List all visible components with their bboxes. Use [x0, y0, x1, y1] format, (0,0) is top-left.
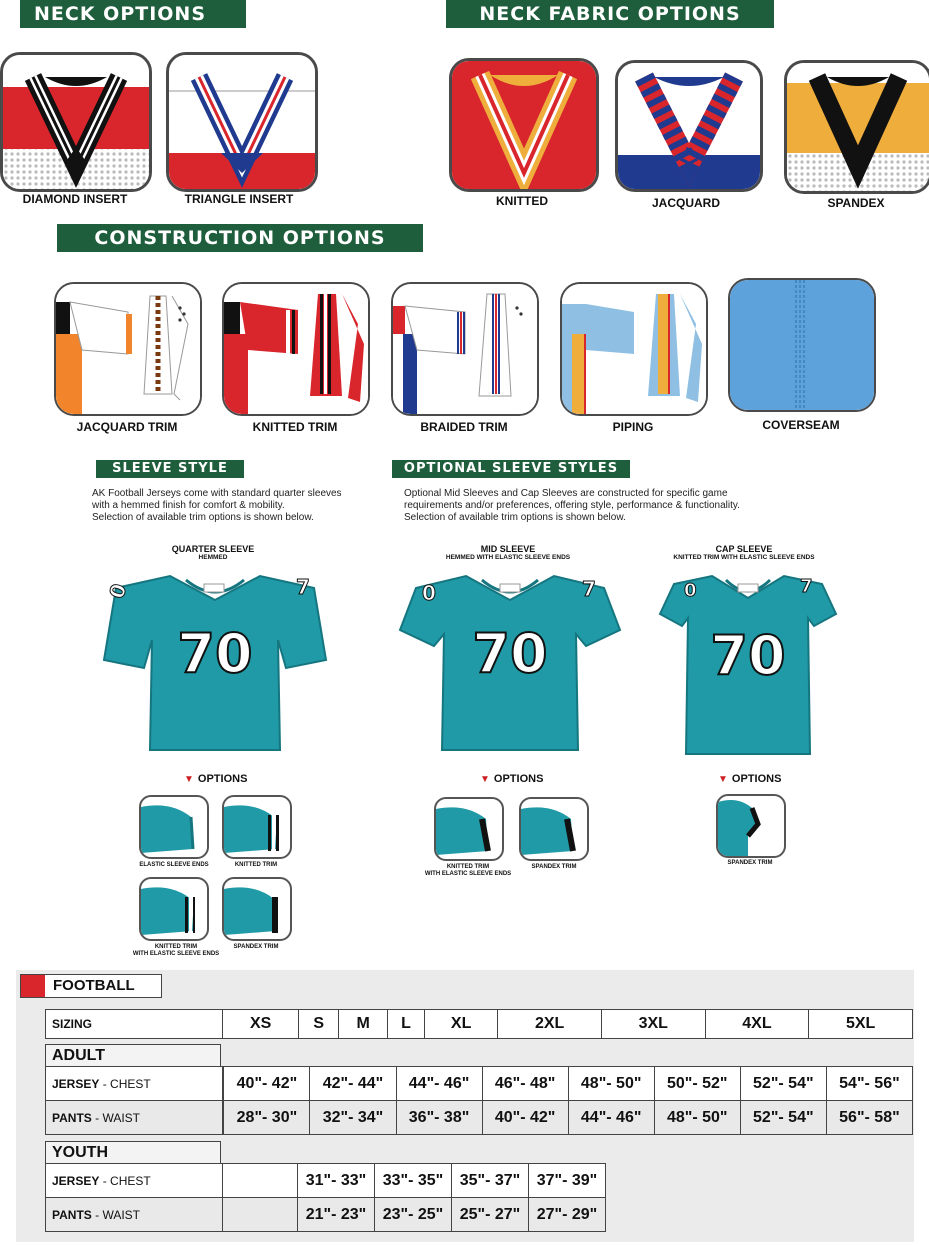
table-cell: 21"- 23"	[298, 1198, 375, 1232]
size-l: L	[388, 1010, 425, 1039]
jacquard-trim-label: JACQUARD TRIM	[76, 420, 178, 434]
quarter-options-heading: ▼ OPTIONS	[184, 773, 248, 785]
mid-options-heading: ▼ OPTIONS	[480, 773, 544, 785]
size-4xl: 4XL	[705, 1010, 809, 1039]
coverseam-swatch[interactable]	[728, 278, 876, 412]
youth-pants-waist-label: PANTS - WAIST	[46, 1198, 223, 1232]
table-row	[46, 1164, 606, 1198]
size-s: S	[299, 1010, 339, 1039]
triangle-down-icon: ▼	[184, 774, 194, 785]
neck-fabric-options-header: NECK FABRIC OPTIONS	[446, 0, 774, 28]
option-knitted-trim-elastic[interactable]	[139, 877, 209, 941]
option-knitted-trim-label: KNITTED TRIM	[234, 862, 278, 868]
table-cell: 28"- 30"	[224, 1101, 310, 1135]
option-elastic-sleeve-ends[interactable]	[139, 795, 209, 859]
mid-option-knitted-trim-elastic[interactable]	[434, 797, 504, 861]
cap-jersey-number: 70	[710, 624, 786, 687]
spandex-neck-illustration	[787, 63, 929, 191]
coverseam-illustration	[730, 280, 874, 410]
mid-right-sleeve-number: 7	[582, 577, 596, 601]
table-row	[46, 1198, 606, 1232]
size-5xl: 5XL	[809, 1010, 913, 1039]
table-cell: 54"- 56"	[826, 1067, 912, 1101]
quarter-left-sleeve-number: 0	[104, 580, 132, 602]
cap-option-spandex-trim-label: SPANDEX TRIM	[727, 860, 773, 866]
table-cell	[223, 1164, 298, 1198]
table-cell: 35"- 37"	[452, 1164, 529, 1198]
table-cell: 44"- 46"	[568, 1101, 654, 1135]
mid-option-spandex-trim-label: SPANDEX TRIM	[531, 864, 577, 870]
cap-option-spandex-trim[interactable]	[716, 794, 786, 858]
table-cell: 31"- 33"	[298, 1164, 375, 1198]
option-elastic-sleeve-ends-label: ELASTIC SLEEVE ENDS	[139, 862, 209, 868]
size-xl: XL	[424, 1010, 497, 1039]
table-cell: 52"- 54"	[740, 1101, 826, 1135]
adult-jersey-chest-label: JERSEY - CHEST	[46, 1067, 223, 1101]
table-cell: 52"- 54"	[740, 1067, 826, 1101]
mid-option-knitted-trim-elastic-label: KNITTED TRIM WITH ELASTIC SLEEVE ENDS	[424, 864, 512, 877]
knitted-trim-label: KNITTED TRIM	[252, 420, 338, 434]
triangle-insert-illustration	[169, 55, 315, 189]
piping-label: PIPING	[612, 420, 654, 434]
braided-trim-label: BRAIDED TRIM	[420, 420, 508, 434]
jacquard-neck-illustration	[618, 63, 760, 189]
cap-options-heading: ▼ OPTIONS	[718, 773, 782, 785]
braided-trim-illustration	[393, 284, 537, 414]
size-3xl: 3XL	[601, 1010, 705, 1039]
table-cell: 56"- 58"	[826, 1101, 912, 1135]
football-tab-label: FOOTBALL	[53, 977, 135, 994]
diamond-insert-illustration	[3, 55, 149, 189]
triangle-insert-label: TRIANGLE INSERT	[184, 192, 294, 206]
youth-group-label: YOUTH	[45, 1141, 221, 1164]
knitted-neck-illustration	[452, 61, 596, 189]
mid-option-spandex-trim[interactable]	[519, 797, 589, 861]
jacquard-label: JACQUARD	[651, 196, 720, 210]
cap-sleeve-jersey[interactable]	[656, 570, 840, 758]
option-spandex-trim-label: SPANDEX TRIM	[233, 944, 279, 950]
table-cell: 48"- 50"	[568, 1067, 654, 1101]
table-cell: 42"- 44"	[310, 1067, 396, 1101]
table-cell: 48"- 50"	[654, 1101, 740, 1135]
table-cell: 44"- 46"	[396, 1067, 482, 1101]
sizing-header-table	[45, 1009, 913, 1039]
sleeve-style-header: SLEEVE STYLE	[96, 460, 244, 478]
quarter-sleeve-jersey[interactable]	[100, 570, 330, 758]
triangle-down-icon: ▼	[480, 774, 490, 785]
construction-options-header: CONSTRUCTION OPTIONS	[57, 224, 423, 252]
size-m: M	[339, 1010, 388, 1039]
quarter-right-sleeve-number: 7	[296, 575, 310, 599]
table-cell: 25"- 27"	[452, 1198, 529, 1232]
adult-size-table	[45, 1066, 913, 1135]
table-row	[46, 1067, 913, 1101]
youth-jersey-chest-label: JERSEY - CHEST	[46, 1164, 223, 1198]
knitted-swatch[interactable]	[449, 58, 599, 192]
jacquard-swatch[interactable]	[615, 60, 763, 192]
option-knitted-trim[interactable]	[222, 795, 292, 859]
optional-sleeve-styles-header: OPTIONAL SLEEVE STYLES	[392, 460, 630, 478]
jacquard-trim-swatch[interactable]	[54, 282, 202, 416]
spandex-swatch[interactable]	[784, 60, 929, 194]
knitted-trim-illustration	[224, 284, 368, 414]
neck-options-header: NECK OPTIONS	[20, 0, 246, 28]
table-cell: 33"- 35"	[375, 1164, 452, 1198]
knitted-label: KNITTED	[496, 194, 548, 208]
sizing-label: SIZING	[46, 1010, 223, 1039]
table-cell: 40"- 42"	[482, 1101, 568, 1135]
option-knitted-trim-elastic-label: KNITTED TRIM WITH ELASTIC SLEEVE ENDS	[132, 944, 220, 957]
piping-swatch[interactable]	[560, 282, 708, 416]
table-cell: 32"- 34"	[310, 1101, 396, 1135]
triangle-insert-swatch[interactable]	[166, 52, 318, 192]
option-spandex-trim[interactable]	[222, 877, 292, 941]
mid-left-sleeve-number: 0	[422, 581, 436, 605]
knitted-trim-swatch[interactable]	[222, 282, 370, 416]
jacquard-trim-illustration	[56, 284, 200, 414]
cap-left-sleeve-number: 0	[684, 580, 697, 601]
table-cell: 40"- 42"	[224, 1067, 310, 1101]
adult-pants-waist-label: PANTS - WAIST	[46, 1101, 223, 1135]
quarter-jersey-number: 70	[177, 622, 253, 685]
table-cell: 23"- 25"	[375, 1198, 452, 1232]
quarter-sleeve-title: QUARTER SLEEVE HEMMED	[171, 544, 255, 561]
optional-sleeve-description: Optional Mid Sleeves and Cap Sleeves are constructed for specific game requirements and/or preferences, offering style, performance & functionality. Selection of available trim options is shown below.	[404, 488, 740, 523]
size-2xl: 2XL	[498, 1010, 602, 1039]
mid-sleeve-title: MID SLEEVE HEMMED WITH ELASTIC SLEEVE ENDS	[445, 544, 571, 561]
table-cell: 36"- 38"	[396, 1101, 482, 1135]
size-xs: XS	[223, 1010, 299, 1039]
spandex-label: SPANDEX	[827, 196, 885, 210]
sleeve-style-description: AK Football Jerseys come with standard quarter sleeves with a hemmed finish for comfort & mobility. Selection of available trim options is shown below.	[92, 488, 342, 523]
table-cell: 37"- 39"	[529, 1164, 606, 1198]
diamond-insert-label: DIAMOND INSERT	[22, 192, 128, 206]
cap-right-sleeve-number: 7	[800, 576, 813, 597]
triangle-down-icon: ▼	[718, 774, 728, 785]
cap-sleeve-title: CAP SLEEVE KNITTED TRIM WITH ELASTIC SLEEVE ENDS	[673, 544, 815, 561]
table-cell	[223, 1198, 298, 1232]
table-cell: 27"- 29"	[529, 1198, 606, 1232]
piping-illustration	[562, 284, 706, 414]
table-cell: 46"- 48"	[482, 1067, 568, 1101]
adult-group-label: ADULT	[45, 1044, 221, 1067]
coverseam-label: COVERSEAM	[762, 418, 840, 432]
youth-size-table	[45, 1163, 606, 1232]
table-row	[46, 1101, 913, 1135]
football-tab[interactable]	[20, 974, 162, 998]
braided-trim-swatch[interactable]	[391, 282, 539, 416]
mid-sleeve-jersey[interactable]	[398, 570, 622, 758]
mid-jersey-number: 70	[472, 622, 548, 685]
football-tab-color-mark	[21, 975, 45, 997]
table-cell: 50"- 52"	[654, 1067, 740, 1101]
diamond-insert-swatch[interactable]	[0, 52, 152, 192]
